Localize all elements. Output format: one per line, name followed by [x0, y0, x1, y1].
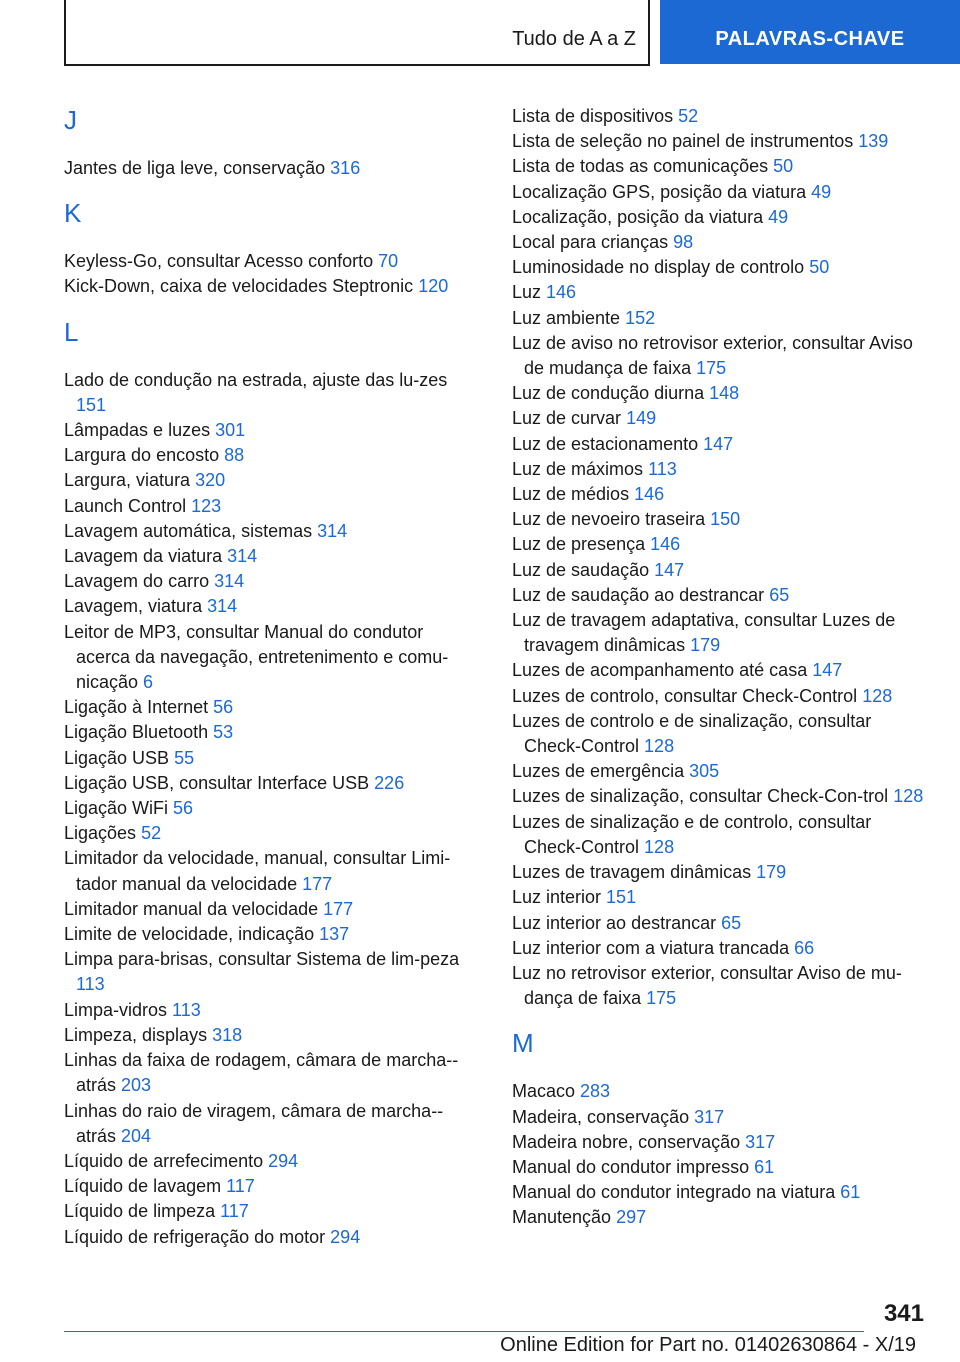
index-entry: [64, 846, 478, 896]
index-entry-text: Luz de máximos: [512, 458, 649, 479]
index-entry: [512, 658, 932, 683]
index-entry-text: Lista de dispositivos: [512, 106, 679, 126]
index-entry: [64, 418, 478, 443]
index-entry: [512, 911, 932, 936]
index-entry-text: Ligação WiFi: [64, 798, 174, 819]
page-reference-link[interactable]: 128: [644, 736, 675, 757]
index-entry-text: Localização GPS, posição da viatura: [512, 181, 812, 202]
index-entry: [512, 381, 932, 406]
index-entry-text: Luz interior: [512, 887, 607, 908]
index-entry: [512, 280, 932, 305]
page-reference-link[interactable]: 305: [689, 761, 720, 782]
index-entry-text: Luz: [512, 282, 547, 303]
index-entry: [64, 249, 478, 274]
index-entry-text: Luzes de acompanhamento até casa: [512, 660, 813, 681]
keywords-tab[interactable]: PALAVRAS-CHAVE: [660, 0, 960, 64]
page-reference-link[interactable]: 179: [690, 635, 721, 656]
index-entry: [64, 468, 478, 493]
index-entry-text: Manual do condutor impresso: [512, 1156, 755, 1177]
page-reference-link[interactable]: 294: [330, 1226, 361, 1247]
index-entry-text: Luz interior ao destrancar: [512, 912, 722, 933]
page-reference-link[interactable]: 203: [121, 1075, 152, 1096]
page-reference-link[interactable]: 137: [319, 924, 350, 945]
page-header: [0, 0, 960, 66]
index-entry-text: Madeira, conservação: [512, 1106, 695, 1127]
page-reference-link[interactable]: 113: [76, 974, 105, 995]
index-entry-text: Localização, posição da viatura: [512, 206, 769, 227]
page-reference-link[interactable]: 117: [226, 1176, 255, 1197]
index-entry: [64, 594, 478, 619]
index-entry: [512, 784, 932, 809]
index-entry: [64, 443, 478, 468]
index-entry-text: Ligação USB, consultar Interface USB: [64, 772, 375, 793]
page-reference-link[interactable]: 177: [323, 898, 354, 919]
index-entry: [512, 558, 932, 583]
index-entry-text: Lavagem automática, sistemas: [64, 520, 318, 541]
index-entry-text: Limpa para-brisas, consultar Sistema de lim-peza: [64, 949, 460, 970]
index-entry: [64, 620, 478, 696]
page-reference-link[interactable]: 318: [212, 1024, 243, 1045]
index-letter-heading: L: [64, 316, 79, 347]
index-entry-text: Luzes de controlo e de sinalização, consultar Check-Control: [512, 710, 872, 757]
page-reference-link[interactable]: 150: [710, 509, 741, 530]
index-entry: [512, 583, 932, 608]
index-entry-text: Madeira nobre, conservação: [512, 1131, 746, 1152]
index-entry: [512, 104, 932, 129]
index-entry: [512, 1130, 932, 1155]
index-entry-text: Manual do condutor integrado na viatura: [512, 1182, 841, 1203]
index-entry-text: Luz de aviso no retrovisor exterior, consultar Aviso de mudança de faixa: [512, 332, 913, 379]
index-entry-list: [512, 104, 932, 1011]
index-entry: [64, 1199, 478, 1224]
index-entry: [64, 1225, 478, 1250]
page-reference-link[interactable]: 55: [174, 747, 195, 768]
index-entry-text: Largura, viatura: [64, 470, 196, 491]
index-entry: [64, 1174, 478, 1199]
index-entry-text: Líquido de lavagem: [64, 1176, 227, 1197]
index-entry-text: Lavagem do carro: [64, 571, 215, 592]
page-reference-link[interactable]: 151: [606, 887, 637, 908]
index-entry-text: Lado de condução na estrada, ajuste das lu-zes: [64, 369, 448, 390]
page-reference-link[interactable]: 294: [268, 1150, 299, 1171]
index-entry: [64, 544, 478, 569]
index-entry: [64, 1149, 478, 1174]
index-entry: [512, 406, 932, 431]
index-entry: [512, 482, 932, 507]
index-entry: [512, 961, 932, 1011]
index-entry-text: Luz de travagem adaptativa, consultar Luzes de travagem dinâmicas: [512, 610, 896, 656]
index-entry: [64, 771, 478, 796]
page-reference-link[interactable]: 149: [626, 408, 657, 429]
page-reference-link[interactable]: 152: [625, 307, 656, 328]
index-entry: [512, 810, 932, 860]
index-entry: [512, 1180, 932, 1205]
page-reference-link[interactable]: 175: [696, 358, 727, 379]
index-entry: [512, 432, 932, 457]
page-reference-link[interactable]: 146: [650, 534, 681, 555]
page-reference-link[interactable]: 49: [811, 181, 832, 202]
index-letter-heading: J: [64, 105, 77, 135]
index-entry: [64, 796, 478, 821]
index-entry-text: Ligação USB: [64, 747, 175, 768]
page-reference-link[interactable]: 301: [215, 420, 246, 441]
page-reference-link[interactable]: 61: [754, 1156, 775, 1177]
page-reference-link[interactable]: 139: [858, 131, 889, 152]
index-entry-text: Kick-Down, caixa de velocidades Steptronic: [64, 276, 419, 297]
index-entry: [512, 306, 932, 331]
index-entry-text: Launch Control: [64, 495, 192, 516]
index-entry-text: Manutenção: [512, 1207, 617, 1228]
index-entry-text: Limpa-vidros: [64, 999, 173, 1020]
index-entry-text: Luminosidade no display de controlo: [512, 257, 810, 278]
index-entry: [512, 759, 932, 784]
index-entry-text: Luz de médios: [512, 484, 635, 505]
page-reference-link[interactable]: 52: [141, 823, 162, 844]
index-entry-text: Luzes de sinalização e de controlo, consultar Check-Control: [512, 811, 872, 857]
page-reference-link[interactable]: 179: [756, 862, 787, 883]
index-entry: [64, 1023, 478, 1048]
page-reference-link[interactable]: 66: [794, 937, 815, 958]
index-entry-text: Lista de todas as comunicações: [512, 156, 774, 177]
index-entry-text: Keyless-Go, consultar Acesso conforto: [64, 251, 379, 272]
page-reference-link[interactable]: 147: [703, 433, 734, 454]
index-entry: [64, 695, 478, 720]
index-entry: [512, 1205, 932, 1230]
index-entry-text: Líquido de refrigeração do motor: [64, 1226, 331, 1247]
index-entry: [512, 860, 932, 885]
page-reference-link[interactable]: 146: [634, 484, 665, 505]
index-entry-text: Ligação Bluetooth: [64, 722, 214, 743]
index-entry: [512, 684, 932, 709]
index-entry-text: Luz interior com a viatura trancada: [512, 937, 795, 958]
index-entry: [512, 457, 932, 482]
page-reference-link[interactable]: 314: [317, 520, 348, 541]
index-entry-text: Ligação à Internet: [64, 697, 214, 718]
page-reference-link[interactable]: 117: [220, 1201, 249, 1222]
index-entry-text: Linhas da faixa de rodagem, câmara de marcha--atrás: [64, 1050, 459, 1096]
index-entry-text: Luz de estacionamento: [512, 433, 704, 454]
page-reference-link[interactable]: 123: [191, 495, 222, 516]
index-entry: [64, 720, 478, 745]
index-entry-text: Limpeza, displays: [64, 1024, 213, 1045]
index-entry: [512, 885, 932, 910]
index-entry: [512, 1079, 932, 1104]
page-reference-link[interactable]: 204: [121, 1125, 152, 1146]
index-entry-text: Largura do encosto: [64, 445, 225, 466]
index-entry: [512, 154, 932, 179]
page-reference-link[interactable]: 53: [213, 722, 234, 743]
index-entry-text: Luzes de travagem dinâmicas: [512, 862, 757, 883]
page-reference-link[interactable]: 56: [173, 798, 194, 819]
page-reference-link[interactable]: 65: [721, 912, 742, 933]
index-letter-heading: M: [512, 1028, 534, 1059]
index-entry-text: Linhas do raio de viragem, câmara de marcha--atrás: [64, 1100, 444, 1146]
index-letter-heading: K: [64, 198, 82, 229]
index-entry-text: Líquido de arrefecimento: [64, 1150, 269, 1171]
index-entry: [64, 821, 478, 846]
index-entry-text: Jantes de liga leve, conservação: [64, 158, 331, 178]
page-reference-link[interactable]: 320: [195, 470, 226, 491]
page-reference-link[interactable]: 146: [546, 282, 577, 303]
index-entry-text: Luz no retrovisor exterior, consultar Aviso de mu-dança de faixa: [512, 962, 902, 1009]
index-entry: [512, 180, 932, 205]
index-entry-text: Macaco: [512, 1081, 581, 1102]
index-entry: [64, 494, 478, 519]
page-reference-link[interactable]: 283: [580, 1081, 611, 1102]
page-reference-link[interactable]: 317: [745, 1131, 776, 1152]
page-reference-link[interactable]: 151: [76, 394, 107, 415]
page-reference-link[interactable]: 314: [227, 546, 258, 567]
page-reference-link[interactable]: 226: [374, 772, 405, 793]
index-entry: [512, 230, 932, 255]
index-entry: [64, 156, 478, 181]
page-reference-link[interactable]: 88: [224, 445, 245, 466]
index-entry: [64, 746, 478, 771]
index-entry-text: Lista de seleção no painel de instrumentos: [512, 131, 859, 152]
page-reference-link[interactable]: 316: [330, 158, 361, 178]
index-entry: [512, 1105, 932, 1130]
index-entry-text: Limitador da velocidade, manual, consultar Limi-tador manual da velocidade: [64, 848, 451, 894]
page-reference-link[interactable]: 49: [768, 206, 789, 227]
index-entry: [512, 507, 932, 532]
index-entry-text: Limitador manual da velocidade: [64, 898, 324, 919]
page-reference-link[interactable]: 65: [769, 584, 790, 605]
page-reference-link[interactable]: 56: [213, 697, 234, 718]
index-entry: [64, 1048, 478, 1098]
page-reference-link[interactable]: 148: [709, 383, 740, 404]
index-entry-text: Leitor de MP3, consultar Manual do condutor acerca da navegação, entretenimento e comu-nicação: [64, 621, 449, 693]
index-entry-text: Lavagem, viatura: [64, 596, 208, 617]
index-entry: [64, 274, 478, 299]
index-entry: [512, 331, 932, 381]
edition-note: Online Edition for Part no. 01402630864 - X/19: [500, 1334, 916, 1356]
index-entry-text: Local para crianças: [512, 232, 674, 253]
index-entry: [512, 205, 932, 230]
page-reference-link[interactable]: 98: [673, 232, 694, 253]
page-reference-link[interactable]: 6: [143, 672, 154, 693]
index-entry: [64, 368, 478, 418]
index-entry-text: Luzes de emergência: [512, 761, 690, 782]
page-reference-link[interactable]: 175: [646, 988, 677, 1009]
page-reference-link[interactable]: 314: [214, 571, 245, 592]
index-entry: [512, 532, 932, 557]
index-column-right: [512, 104, 932, 1231]
page-reference-link[interactable]: 128: [862, 685, 893, 706]
page-reference-link[interactable]: 50: [773, 156, 794, 177]
section-title: Tudo de A a Z: [512, 28, 636, 50]
index-entry: [64, 1099, 478, 1149]
page-reference-link[interactable]: 61: [840, 1182, 861, 1203]
index-entry: [64, 519, 478, 544]
footer-divider: [64, 1331, 864, 1332]
index-entry: [512, 1155, 932, 1180]
page-number: 341: [883, 1300, 924, 1327]
index-entry: [64, 998, 478, 1023]
page-reference-link[interactable]: 317: [694, 1106, 725, 1127]
page-reference-link[interactable]: 297: [616, 1207, 647, 1228]
index-entry-text: Luz de curvar: [512, 408, 627, 429]
page-reference-link[interactable]: 314: [207, 596, 238, 617]
index-entry-text: Luz ambiente: [512, 307, 626, 328]
index-entry: [64, 569, 478, 594]
index-entry-list: [64, 156, 478, 181]
page-reference-link[interactable]: 70: [378, 251, 399, 272]
index-entry: [512, 709, 932, 759]
index-entry-list: [512, 1079, 932, 1230]
page-reference-link[interactable]: 50: [809, 257, 830, 278]
index-entry-text: Luz de saudação ao destrancar: [512, 584, 770, 605]
index-entry-text: Limite de velocidade, indicação: [64, 924, 320, 945]
index-entry-text: Luz de condução diurna: [512, 383, 710, 404]
index-entry: [512, 129, 932, 154]
index-entry: [64, 897, 478, 922]
index-entry-text: Líquido de limpeza: [64, 1201, 221, 1222]
index-entry: [512, 936, 932, 961]
page-reference-link[interactable]: 52: [678, 106, 699, 126]
page-reference-link[interactable]: 113: [172, 999, 201, 1020]
page-reference-link[interactable]: 128: [644, 836, 675, 857]
page-reference-link[interactable]: 147: [812, 660, 843, 681]
index-column-left: [64, 100, 478, 1250]
index-entry: [512, 608, 932, 658]
index-entry-text: Luzes de sinalização, consultar Check-Con-trol: [512, 786, 894, 807]
index-entry-text: Ligações: [64, 823, 142, 844]
index-entry-list: [64, 249, 478, 299]
page-reference-link[interactable]: 120: [418, 276, 449, 297]
index-entry-text: Luz de nevoeiro traseira: [512, 509, 711, 530]
page-reference-link[interactable]: 147: [654, 559, 685, 580]
page-reference-link[interactable]: 177: [302, 873, 333, 894]
index-entry-text: Luz de saudação: [512, 559, 655, 580]
index-entry-text: Luzes de controlo, consultar Check-Control: [512, 685, 863, 706]
index-entry: [64, 922, 478, 947]
page-reference-link[interactable]: 113: [648, 458, 677, 479]
index-entry-text: Lâmpadas e luzes: [64, 420, 216, 441]
page-reference-link[interactable]: 128: [893, 786, 924, 807]
index-entry: [64, 947, 478, 997]
index-entry-text: Luz de presença: [512, 534, 651, 555]
index-entry: [512, 255, 932, 280]
index-entry-text: Lavagem da viatura: [64, 546, 228, 567]
index-entry-list: [64, 368, 478, 1250]
